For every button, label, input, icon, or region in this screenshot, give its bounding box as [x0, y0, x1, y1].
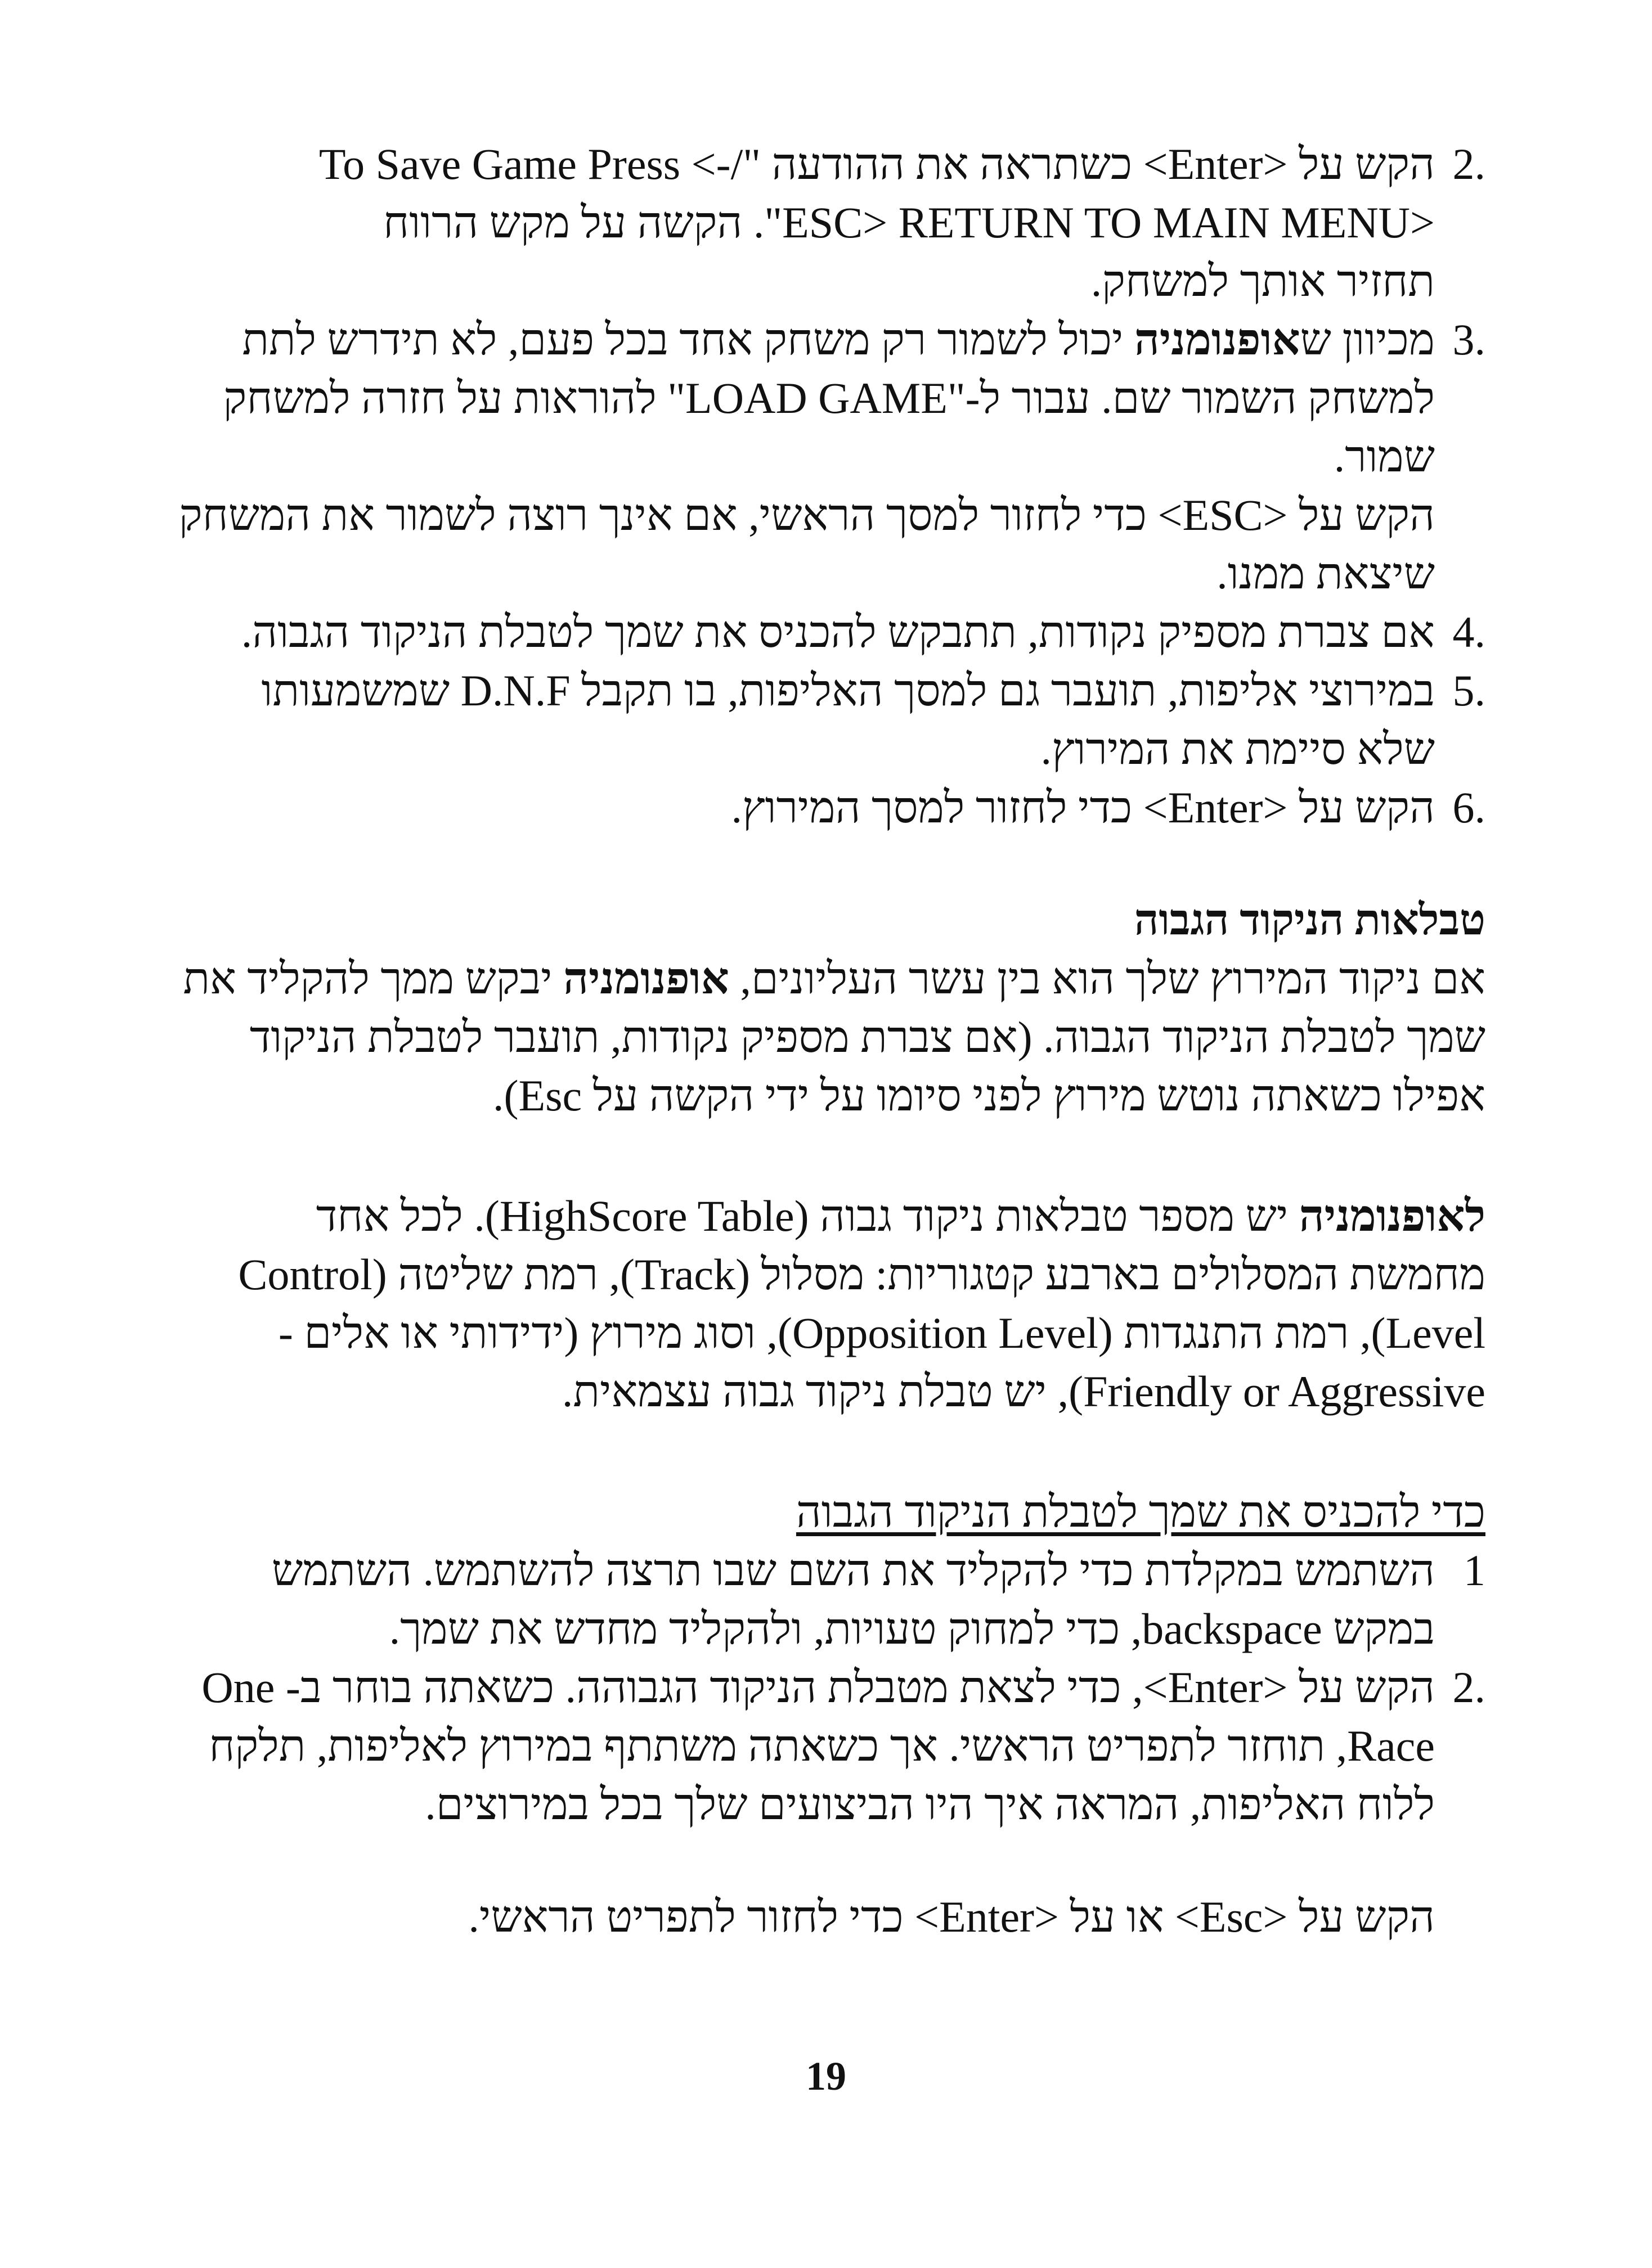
text-segment: תחזיר אותך למשחק.: [1090, 256, 1435, 305]
text-line: [169, 778, 1485, 837]
list-number: .3: [1452, 315, 1485, 364]
list-number: .4: [1452, 608, 1485, 656]
text-line: [169, 252, 1485, 310]
text-segment: יש מספר טבלאות ניקוד גבוה (HighScore Table). לכל אחד: [316, 1191, 1299, 1240]
page-number: 19: [806, 2054, 846, 2099]
list-number: .2: [1452, 140, 1485, 188]
text-line: אפילו כשאתה נוטש מירוץ לפני סיומו על ידי הקשה על Esc).: [492, 1071, 1485, 1120]
text-segment: הקש על <Enter>, כדי לצאת מטבלת הניקוד הגבוהה. כשאתה בוחר ב- One: [201, 1663, 1435, 1712]
text-line: [169, 1541, 1485, 1600]
esc-note: [169, 486, 1485, 603]
final-note: הקש על <Esc> או על <Enter> כדי לחזור לתפריט הראשי.: [468, 1892, 1435, 1941]
text-line: במקש backspace, כדי למחוק טעויות, ולהקליד מחדש את שמך.: [389, 1604, 1435, 1653]
list-item-step-4: [169, 603, 1485, 662]
text-segment: יבקש ממך להקליד את: [183, 954, 564, 1003]
text-segment: אם ניקוד המירוץ שלך הוא בין עשר העליונים,: [729, 954, 1485, 1003]
list-number: 1: [1464, 1546, 1485, 1595]
product-name: אופנומניה: [1134, 315, 1300, 364]
text-line: [169, 603, 1485, 662]
text-line: [169, 310, 1485, 369]
text-line: שיצאת ממנו.: [1216, 549, 1435, 598]
text-segment: שמור.: [1334, 432, 1435, 481]
text-segment: יכול לשמור רק משחק אחד בכל פעם, לא תידרש לתת: [242, 315, 1134, 364]
list-item-name-2: [169, 1658, 1485, 1834]
text-segment: השתמש במקלדת כדי להקליד את השם שבו תרצה להשתמש. השתמש: [271, 1546, 1435, 1595]
text-line: הקש על <ESC> כדי לחזור למסך הראשי, אם אינך רוצה לשמור את המשחק: [178, 490, 1435, 539]
text-segment: למשחק השמור שם. עבור ל-"LOAD GAME" להוראות על חזרה למשחק: [223, 374, 1435, 422]
text-line: [169, 950, 1485, 1008]
text-segment: במירוצי אליפות, תועבר גם למסך האליפות, בו תקבל D.N.F שמשמעותו: [261, 666, 1435, 715]
text-line: [169, 135, 1485, 194]
list-item-step-5: [169, 662, 1485, 778]
list-item-step-2: [169, 135, 1485, 310]
text-line: מחמשת המסלולים בארבע קטגוריות: מסלול (Track), רמת שליטה (Control: [238, 1250, 1485, 1299]
list-number: .6: [1452, 783, 1485, 832]
text-line: [169, 369, 1485, 428]
list-item-name-1: [169, 1541, 1485, 1658]
product-name: אופנומניה: [563, 954, 729, 1003]
text-segment: הקש על <Enter> כשתראה את ההודעה "/-> To Save Game Press: [318, 140, 1435, 188]
subsection-heading: כדי להכניס את שמך לטבלת הניקוד הגבוה: [796, 1487, 1485, 1536]
text-line: [169, 1187, 1485, 1245]
text-line: שמך לטבלת הניקוד הגבוה. (אם צברת מספיק נקודות, תועבר לטבלת הניקוד: [249, 1012, 1485, 1061]
text-line: Race, תוחזר לתפריט הראשי. אך כשאתה משתתף במירוץ לאליפות, תלקח: [209, 1721, 1435, 1770]
section-heading: טבלאות הניקוד הגבוה: [1134, 897, 1485, 944]
text-line: Level), רמת התנגדות (Opposition Level), וסוג מירוץ (ידידותי או אלים -: [278, 1308, 1485, 1357]
paragraph: [169, 950, 1485, 1125]
list-item-step-6: [169, 778, 1485, 837]
text-line: ללוח האליפות, המראה איך היו הביצועים שלך בכל במירוצים.: [425, 1780, 1435, 1829]
text-segment: מכיוון ש: [1300, 315, 1435, 364]
list-number: .5: [1452, 666, 1485, 715]
text-line: [169, 662, 1485, 720]
list-item-step-3: [169, 310, 1485, 486]
text-line: [169, 194, 1485, 252]
list-number: .2: [1452, 1663, 1485, 1712]
text-segment: הקש על <Enter> כדי לחזור למסך המירוץ.: [731, 783, 1435, 832]
paragraph: [169, 1187, 1485, 1421]
text-line: [169, 1658, 1485, 1717]
text-line: שלא סיימת את המירוץ.: [1040, 724, 1435, 773]
manual-page: [169, 135, 1485, 1946]
text-segment: אם צברת מספיק נקודות, תתבקש להכניס את שמך לטבלת הניקוד הגבוה.: [241, 608, 1435, 656]
text-segment: <ESC> RETURN TO MAIN MENU". הקשה על מקש הרווח: [383, 198, 1435, 247]
text-line: [169, 428, 1485, 486]
text-line: Friendly or Aggressive), יש טבלת ניקוד גבוה עצמאית.: [562, 1367, 1485, 1416]
product-name: לאופנומניה: [1299, 1191, 1485, 1240]
